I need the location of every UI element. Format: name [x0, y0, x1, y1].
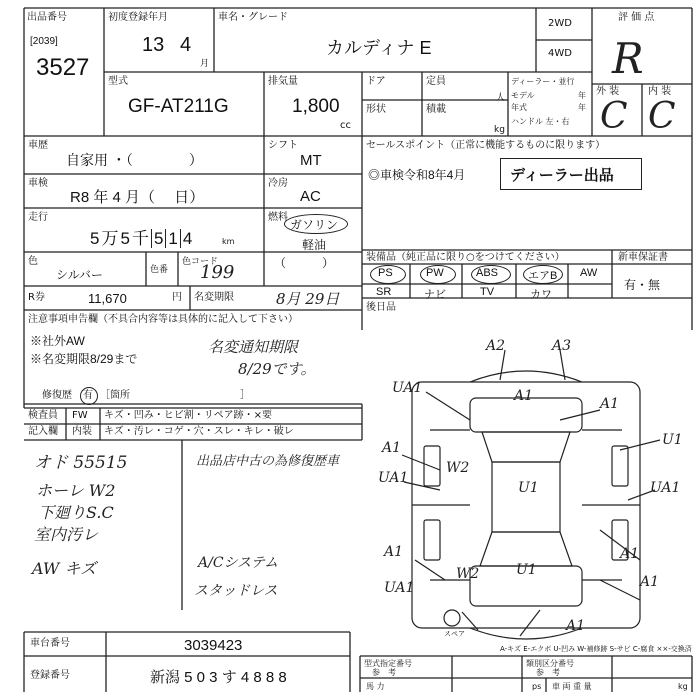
damage-mark: A1 — [620, 546, 640, 562]
color-no-label: 色番 — [150, 265, 169, 275]
dealer-line4: ハンドル 左・右 — [511, 117, 570, 126]
weight-unit: kg — [678, 682, 688, 691]
note-line1: ※社外AW — [30, 334, 85, 348]
dealer-line3-unit: 年 — [578, 103, 586, 112]
dealer-badge: ディーラー出品 — [510, 167, 614, 184]
dealer-line3: 年式 — [511, 103, 527, 112]
mileage-digit: 4 — [180, 229, 194, 248]
damage-mark: A1 — [384, 544, 404, 560]
lot-number: 3527 — [36, 54, 90, 81]
hp-label: 馬 力 — [366, 682, 385, 691]
handwritten-right: 出品店中古の為修復歴車 — [196, 454, 340, 469]
damage-mark: A2 — [486, 338, 506, 354]
dealer-line2: モデル — [511, 91, 535, 100]
mileage-digit: 5 — [120, 229, 132, 248]
first-reg-label: 初度登録年月 — [108, 12, 168, 23]
notes-label: 注意事項申告欄（不具合内容等は具体的に記入して下さい） — [28, 314, 298, 325]
checker-int-label: 内装 — [72, 426, 92, 437]
mileage-digit: 万 — [101, 229, 121, 248]
damage-mark: UA1 — [650, 480, 681, 496]
color-value: シルバー — [56, 268, 103, 282]
usage-label: 車歴 — [28, 140, 48, 151]
equip-item: PW — [426, 267, 444, 279]
mileage-digit: 1 — [165, 229, 179, 248]
shift-value: MT — [300, 152, 322, 169]
name-change-value: 8月 29日 — [276, 290, 340, 308]
usage-value: 自家用 ・（ ） — [66, 152, 203, 168]
damage-mark: A1 — [600, 396, 620, 412]
model-value: GF-AT211G — [128, 96, 229, 117]
damage-mark: UA1 — [384, 580, 415, 596]
plate-value: 新潟 5 0 3 す 4 8 8 8 — [150, 669, 287, 686]
repair-location: ［箇所 ］ — [100, 390, 250, 401]
mileage-digit: 5 — [90, 229, 102, 248]
damage-mark: W2 — [456, 566, 480, 582]
load-unit: kg — [494, 125, 505, 135]
damage-mark: U1 — [516, 562, 537, 578]
equip-item: SR — [376, 286, 392, 298]
mileage-value — [90, 224, 194, 249]
recycle-value: 11,670 — [88, 291, 127, 306]
damage-mark: A1 — [514, 388, 534, 404]
chassis-value: 3039423 — [184, 637, 243, 654]
dealer-line1: ディーラー・並行 — [511, 77, 575, 86]
handwritten-left: 下廻りS.C — [38, 503, 114, 522]
int-label: 内 装 — [648, 86, 672, 97]
handwritten-left: 室内汚レ — [34, 525, 99, 544]
equipment-label: 装備品（純正品に限り○をつけてください） — [366, 252, 565, 263]
hp-unit: ps — [532, 682, 542, 691]
lot-sub: [2039] — [30, 36, 58, 47]
handwritten-left: AW キズ — [32, 559, 97, 578]
mileage-digit: 5 — [151, 229, 165, 248]
displacement-value: 1,800 — [292, 96, 340, 117]
equip-item: エアB — [528, 270, 558, 282]
checker-fw-text: キズ・凹み・ヒビ割・リペア跡・×要 — [104, 410, 272, 421]
mileage-label: 走行 — [28, 212, 48, 223]
damage-mark: UA1 — [378, 470, 409, 486]
inspection-value: R8 年 4 月（ 日） — [70, 189, 205, 206]
color-code-label: 色コード — [182, 257, 219, 267]
first-reg-month: 4 — [180, 34, 192, 56]
damage-mark: U1 — [518, 480, 539, 496]
type-no-label: 型式指定番号 — [364, 659, 412, 668]
int-grade: C — [648, 96, 676, 137]
type-ref: 参 考 — [372, 668, 396, 677]
car-name: カルディナ E — [326, 38, 432, 58]
fuel-diesel: 軽油 — [302, 238, 327, 252]
sales-point-label: セールスポイント（正常に機能するものに限ります） — [366, 140, 606, 151]
equip-item: ABS — [476, 267, 499, 279]
handwritten-right: スタッドレス — [194, 583, 278, 599]
color-label: 色 — [28, 256, 38, 267]
class-no-label: 類別区分番号 — [526, 659, 574, 668]
score-value: R — [612, 34, 644, 83]
damage-legend: A-キズ E-エクボ U-凹み W-補修跡 S-サビ C-腐食 ××-交換済 — [500, 645, 692, 653]
plate-label: 登録番号 — [30, 670, 70, 681]
fuel-gas: ガソリン — [290, 218, 339, 232]
checker-int-text: キズ・汚レ・コゲ・穴・スレ・キレ・破レ — [104, 426, 294, 437]
checker-label2: 記入欄 — [28, 426, 58, 437]
lot-label: 出品番号 — [27, 12, 67, 23]
dealer-line2-unit: 年 — [578, 91, 586, 100]
inspection-label: 車検 — [28, 178, 48, 189]
warranty-value: 有・無 — [624, 278, 661, 292]
capacity-label: 定員 — [426, 76, 446, 87]
color-code-value: 199 — [200, 262, 235, 283]
chassis-label: 車台番号 — [30, 638, 70, 649]
damage-mark: W2 — [446, 460, 470, 476]
mileage-unit: km — [222, 237, 235, 246]
shape-label: 形状 — [366, 104, 386, 115]
door-label: ドア — [366, 76, 386, 87]
repair-label: 修復歴 — [42, 390, 72, 401]
repair-yes: 有 — [83, 390, 93, 401]
load-label: 積載 — [426, 104, 446, 115]
checker-fw-label: FW — [72, 410, 88, 421]
sales-point-inspection: ◎車検令和8年4月 — [368, 168, 466, 182]
class-ref: 参 考 — [536, 668, 560, 677]
model-label: 型式 — [108, 76, 128, 87]
score-label: 評 価 点 — [618, 12, 655, 23]
first-reg-month-unit: 月 — [200, 59, 210, 69]
damage-mark: UA1 — [392, 380, 423, 396]
note-handwritten1: 名変通知期限 — [208, 338, 299, 356]
ext-label: 外 装 — [596, 86, 620, 97]
damage-mark: A1 — [640, 574, 660, 590]
drive-4wd: 4WD — [548, 48, 572, 59]
handwritten-left: ホーレ W2 — [36, 481, 116, 500]
name-change-label: 名変期限 — [194, 292, 234, 303]
checker-label1: 検査員 — [28, 410, 58, 421]
first-reg-year: 13 — [142, 34, 165, 56]
ac-label: 冷房 — [268, 178, 288, 189]
equip-item: AW — [580, 267, 598, 279]
shift-label: シフト — [268, 140, 298, 151]
spare-label: スペア — [444, 630, 465, 638]
recycle-unit: 円 — [172, 292, 182, 303]
recycle-label: R券 — [28, 292, 45, 303]
damage-mark: A1 — [566, 618, 586, 634]
capacity-unit: 人 — [496, 93, 506, 103]
ext-grade: C — [600, 96, 628, 137]
warranty-label: 新車保証書 — [618, 252, 668, 263]
note-handwritten2: 8/29です。 — [238, 360, 316, 378]
handwritten-left: オド 55515 — [34, 453, 128, 473]
ac-value: AC — [300, 188, 321, 205]
damage-mark: A1 — [382, 440, 402, 456]
fuel-other: （ ） — [274, 256, 335, 270]
damage-mark: A3 — [552, 338, 572, 354]
equip-item: TV — [480, 286, 495, 298]
displacement-unit: cc — [340, 120, 351, 131]
damage-mark: U1 — [662, 432, 683, 448]
car-name-label: 車名・グレード — [218, 12, 288, 23]
fuel-label: 燃料 — [268, 212, 288, 223]
displacement-label: 排気量 — [268, 76, 298, 87]
after-items-label: 後日品 — [366, 302, 396, 313]
handwritten-right: A/Cシステム — [198, 555, 279, 571]
equip-item: PS — [378, 267, 393, 279]
drive-2wd: 2WD — [548, 18, 572, 29]
equip-item: ナビ — [424, 289, 446, 301]
equip-item: カワ — [530, 289, 552, 301]
note-line2: ※名変期限8/29まで — [30, 352, 138, 366]
mileage-digit: 千 — [131, 229, 151, 248]
weight-label: 車 両 重 量 — [552, 682, 592, 691]
